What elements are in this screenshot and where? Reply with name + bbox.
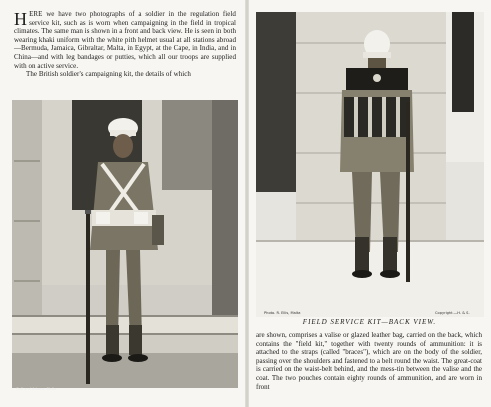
second-paragraph: The British soldier's campaigning kit, the details of which — [26, 70, 191, 79]
front-view-illustration — [12, 100, 238, 388]
right-text-block: are shown, comprises a valise or glazed leather bag, carried on the back, which contains the "field kit," together with twenty rounds of ammunition: it is attached to the straps (called "braces"), which are on the body of the soldier, passing over the shoulders and fastened to a belt round the waist. The great-coat is carried on the waist-belt behind, and the mess-tin between the valise and the coat. The two pouches contain eighty rounds of ammunition, and are worn in front — [256, 331, 482, 391]
back-view-caption: FIELD SERVICE KIT—BACK VIEW. — [302, 318, 437, 326]
back-view-photo — [256, 12, 484, 317]
back-photo-copyright: Copyright.—H. & S. — [435, 311, 470, 315]
front-photo-credit: Gell and Adams, Malta — [16, 387, 57, 391]
front-view-photo — [12, 100, 238, 388]
left-text-block — [14, 10, 236, 79]
intro-paragraph: ERE we have two photographs of a soldier in the regulation field service kit, such as is worn when campaigning in the field in tropical climates. The same man is shown in a front and back view. He is seen in both wearing khaki uniform with the white pith helmet usual at all stations abroad—Bermuda, Jamaica, Gibraltar, Malta, in Egypt, at the Cape, in India, and in China—and with leg bandages or putties, which all our troops are supplied with on active service. — [14, 10, 236, 70]
drop-cap: H — [14, 9, 28, 29]
back-view-illustration — [256, 12, 484, 317]
back-photo-credit: Photo. R. Ellis, Malta — [264, 311, 301, 315]
